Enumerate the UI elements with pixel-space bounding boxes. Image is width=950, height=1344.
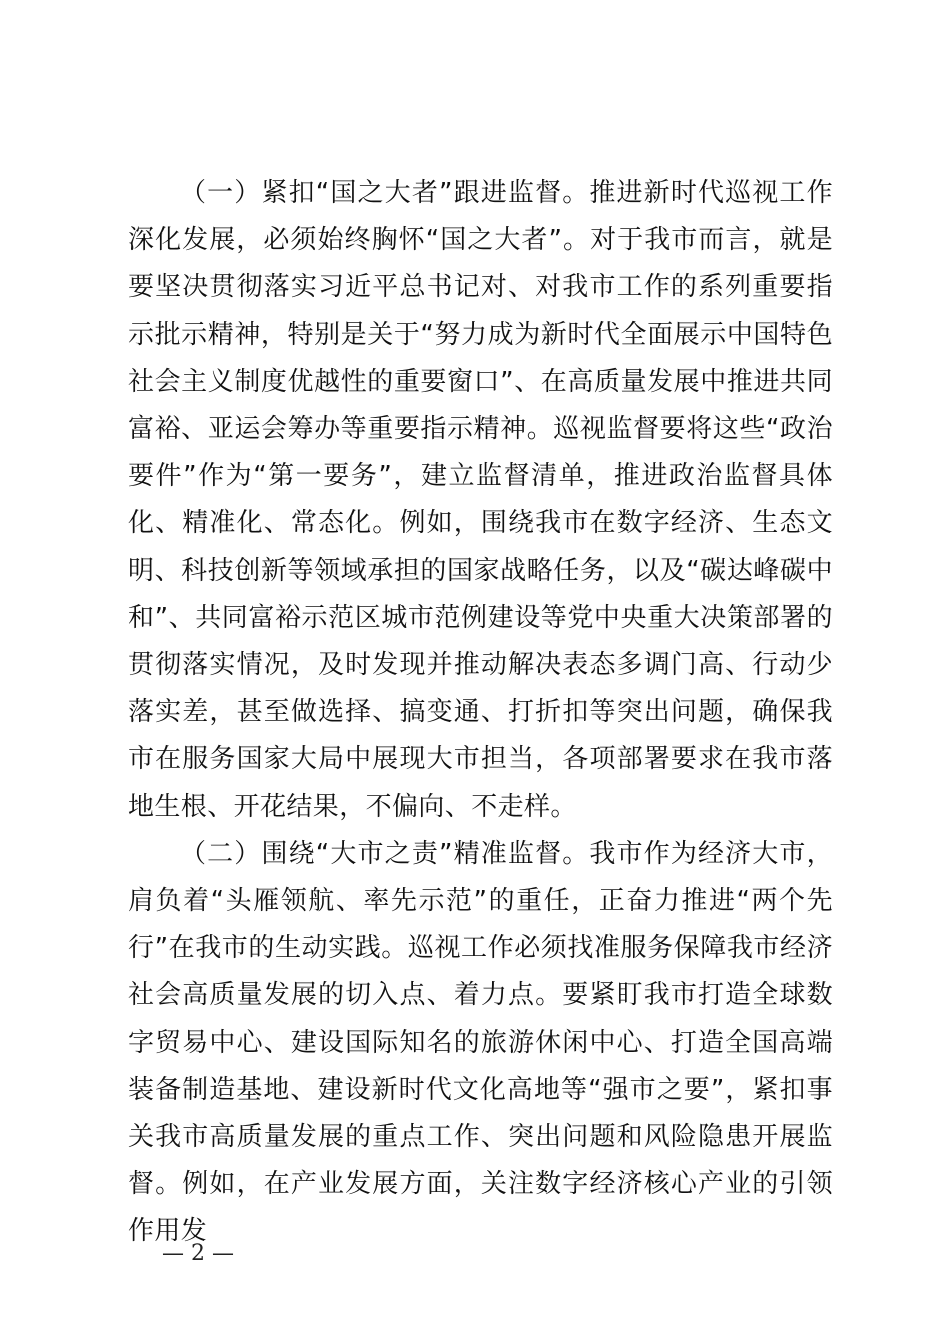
- paragraph-2: （二）围绕“大市之责”精准监督。我市作为经济大市，肩负着“头雁领航、率先示范”的重任，正奋力推进“两个先行”在我市的生动实践。巡视工作必须找准服务保障我市经济社会高质量发展的切入点、着力点。要紧盯我市打造全球数字贸易中心、建设国际知名的旅游休闲中心、打造全国高端装备制造基地、建设新时代文化高地等“强市之要”，紧扣事关我市高质量发展的重点工作、突出问题和风险隐患开展监督。例如，在产业发展方面，关注数字经济核心产业的引领作用发: [128, 838, 833, 1247]
- document-body: [128, 170, 833, 1256]
- page-number: — 2 —: [162, 1241, 234, 1266]
- paragraph-1: （一）紧扣“国之大者”跟进监督。推进新时代巡视工作深化发展，必须始终胸怀“国之大者”。对于我市而言，就是要坚决贯彻落实习近平总书记对、对我市工作的系列重要指示批示精神，特别是关于“努力成为新时代全面展示中国特色社会主义制度优越性的重要窗口”、在高质量发展中推进共同富裕、亚运会筹办等重要指示精神。巡视监督要将这些“政治要件”作为“第一要务”，建立监督清单，推进政治监督具体化、精准化、常态化。例如，围绕我市在数字经济、生态文明、科技创新等领域承担的国家战略任务，以及“碳达峰碳中和”、共同富裕示范区城市范例建设等党中央重大决策部署的贯彻落实情况，及时发现并推动解决表态多调门高、行动少落实差，甚至做选择、搞变通、打折扣等突出问题，确保我市在服务国家大局中展现大市担当，各项部署要求在我市落地生根、开花结果，不偏向、不走样。: [128, 178, 833, 822]
